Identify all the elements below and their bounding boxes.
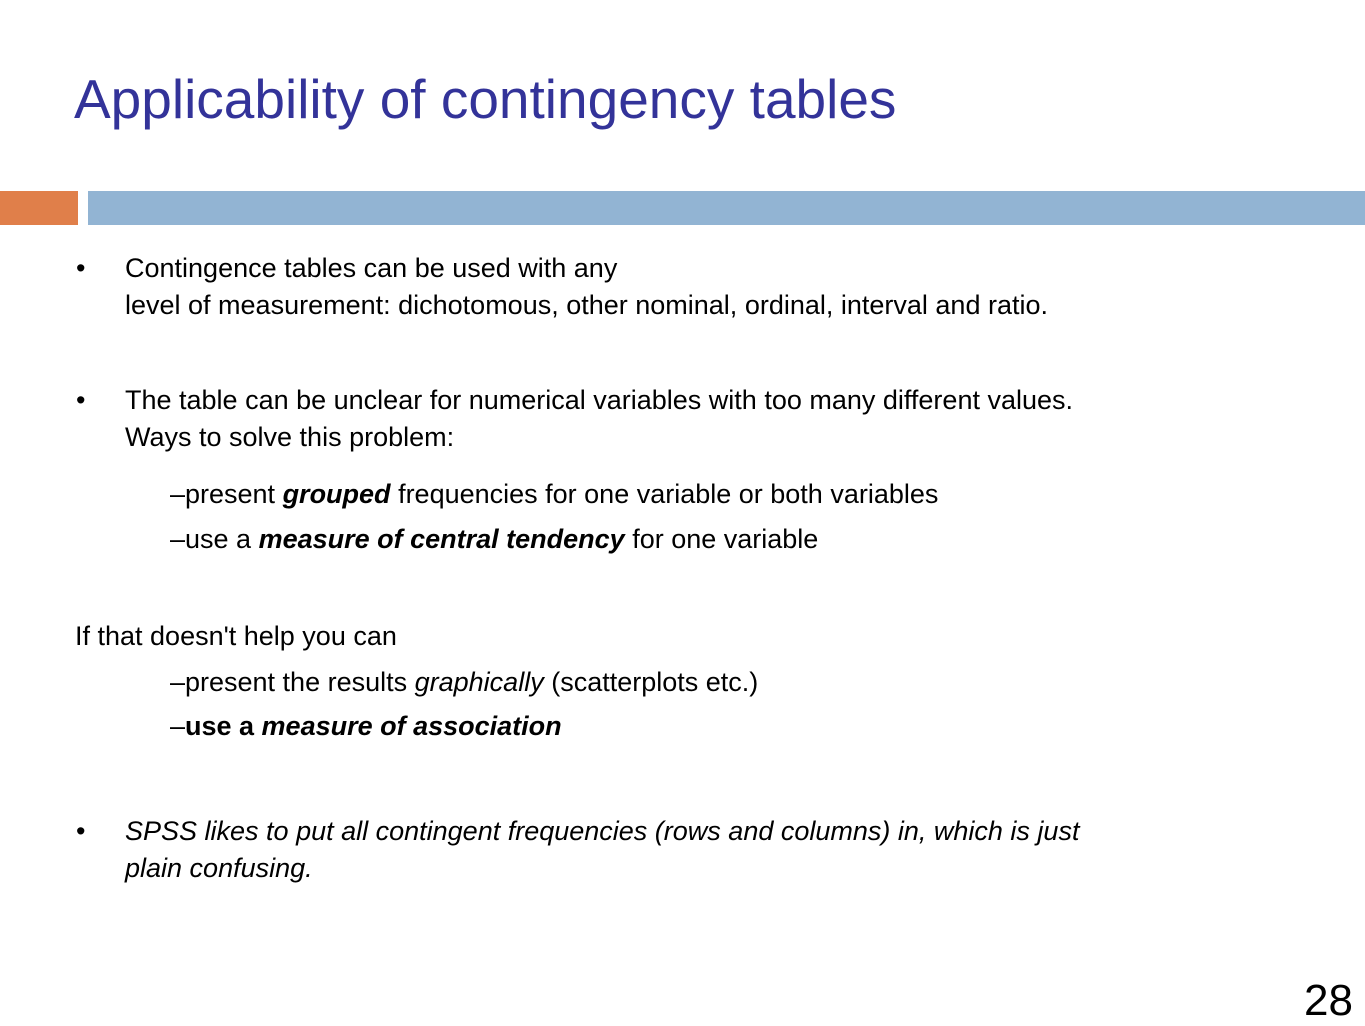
sub-bullet-marker: – [170,667,186,697]
sub-bullet-marker: – [170,524,186,554]
bullet-marker: • [76,253,86,283]
sub-bullet-text: for one variable [624,524,819,554]
bullet-marker: • [76,816,86,846]
sub-bullet-text: use a [185,524,259,554]
sub-bullet-text: use a [185,711,262,741]
header-bar [88,191,1365,225]
sub-bullet-association [185,708,562,745]
sub-bullet-emphasis: measure of association [261,711,562,741]
sub-bullet-marker: – [170,711,186,741]
bullet-1-line-1: Contingence tables can be used with any [125,253,618,283]
accent-bar [0,191,78,225]
bullet-2-line-2: Ways to solve this problem: [125,422,455,452]
sub-bullet-emphasis: grouped [282,479,391,509]
sub-bullet-text: present [185,479,283,509]
sub-bullet-text: frequencies for one variable or both variables [390,479,939,509]
bullet-2-line-1: The table can be unclear for numerical variables with too many different values. [125,385,1074,415]
sub-bullet-emphasis: measure of central tendency [258,524,625,554]
plain-paragraph: If that doesn't help you can [75,621,397,651]
bullet-marker: • [76,385,86,415]
sub-bullet-grouped [185,476,938,513]
sub-bullet-graphically [185,664,758,701]
bullet-3-line-1: SPSS likes to put all contingent frequencies (rows and columns) in, which is just [125,816,1080,846]
bullet-3-line-2: plain confusing. [125,853,313,883]
bullet-1-line-2: level of measurement: dichotomous, other nominal, ordinal, interval and ratio. [125,290,1048,320]
sub-bullet-text: (scatterplots etc.) [543,667,759,697]
slide-title: Applicability of contingency tables [74,68,897,130]
sub-bullet-marker: – [170,479,186,509]
sub-bullet-central-tendency [185,521,818,558]
page-number: 28 [1304,976,1353,1025]
sub-bullet-text: present the results [185,667,415,697]
sub-bullet-emphasis: graphically [414,667,544,697]
